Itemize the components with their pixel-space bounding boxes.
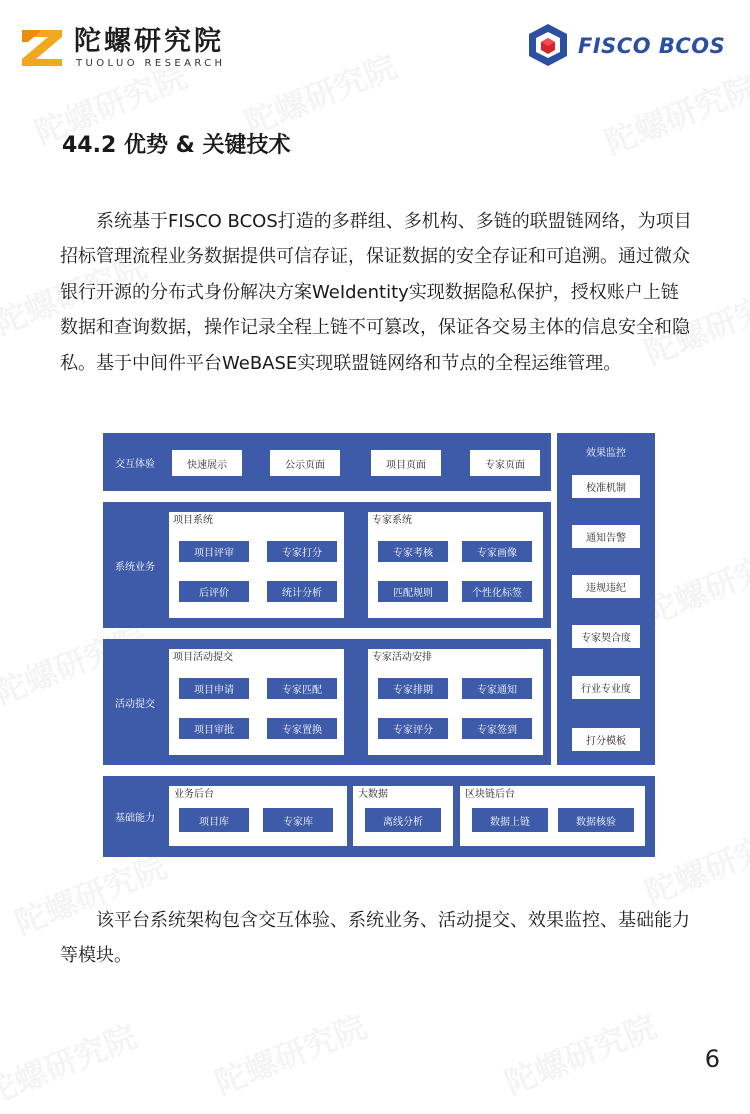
foundation-layer xyxy=(103,776,655,857)
project-activity xyxy=(169,649,344,755)
project-system xyxy=(169,512,344,618)
diagram-item: 统计分析 xyxy=(267,581,337,602)
business-layer xyxy=(103,502,551,628)
section-title: 44.2 优势 & 关键技术 xyxy=(62,133,291,158)
layer-label: 基础能力 xyxy=(115,813,155,824)
diagram-item: 项目库 xyxy=(179,808,249,832)
layer-label: 活动提交 xyxy=(115,698,155,710)
diagram-item: 项目页面 xyxy=(371,450,441,476)
diagram-item: 打分模板 xyxy=(572,728,640,751)
group-title: 业务后台 xyxy=(174,789,214,800)
fisco-bcos-logo-icon xyxy=(526,22,570,68)
diagram-item: 项目申请 xyxy=(179,678,249,699)
monitor-layer xyxy=(557,433,655,765)
big-data xyxy=(353,786,453,846)
paragraph: 系统基于FISCO BCOS打造的多群组、多机构、多链的联盟链网络，为项目招标管理流程业务数据提供可信存证，保证数据的安全存证和可追溯。通过微众银行开源的分布式身份解决方案WeIdentity实现数据隐私保护，授权账户上链数据和查询数据，操作记录全程上链不可篡改，保证各交易主体的信息安全和隐私。基于中间件平台WeBASE实现联盟链网络和节点的全程运维管理。 xyxy=(60,211,692,374)
watermark xyxy=(597,62,750,165)
diagram-item: 数据上链 xyxy=(472,808,548,832)
page-number: 6 xyxy=(704,1045,720,1073)
diagram-item: 通知告警 xyxy=(572,525,640,548)
diagram-item: 项目审批 xyxy=(179,718,249,739)
watermark xyxy=(237,42,403,145)
group-title: 大数据 xyxy=(358,789,388,800)
activity-layer xyxy=(103,639,551,765)
business-backend xyxy=(169,786,347,846)
diagram-item: 数据核验 xyxy=(558,808,634,832)
diagram-item: 专家打分 xyxy=(267,541,337,562)
layer-label: 效果监控 xyxy=(586,447,626,459)
diagram-item: 专家通知 xyxy=(462,678,532,699)
expert-activity xyxy=(368,649,543,755)
watermark xyxy=(0,1012,143,1114)
expert-system xyxy=(368,512,543,618)
partner-name: FISCO BCOS xyxy=(578,34,726,58)
diagram-item: 快速展示 xyxy=(172,450,242,476)
layer-label: 系统业务 xyxy=(115,561,155,573)
brand-logo-icon xyxy=(20,28,64,68)
diagram-item: 后评价 xyxy=(179,581,249,602)
diagram-item: 专家画像 xyxy=(462,541,532,562)
brand-subtitle: TUOLUO RESEARCH xyxy=(76,58,226,69)
group-title: 项目系统 xyxy=(173,515,213,526)
diagram-item: 专家匹配 xyxy=(267,678,337,699)
diagram-item: 项目评审 xyxy=(179,541,249,562)
diagram-item: 专家排期 xyxy=(378,678,448,699)
diagram-item: 违规违纪 xyxy=(572,575,640,598)
diagram-item: 匹配规则 xyxy=(378,581,448,602)
watermark xyxy=(207,1002,373,1105)
diagram-item: 专家置换 xyxy=(267,718,337,739)
diagram-item: 校准机制 xyxy=(572,475,640,498)
diagram-item: 专家契合度 xyxy=(572,625,640,648)
group-title: 区块链后台 xyxy=(465,789,515,800)
watermark xyxy=(497,1002,663,1105)
diagram-item: 专家签到 xyxy=(462,718,532,739)
group-title: 专家活动安排 xyxy=(372,652,432,663)
brand-name: 陀螺研究院 xyxy=(74,26,224,57)
architecture-diagram xyxy=(103,433,655,857)
diagram-item: 专家考核 xyxy=(378,541,448,562)
diagram-item: 离线分析 xyxy=(365,808,441,832)
diagram-item: 专家库 xyxy=(263,808,333,832)
diagram-item: 专家评分 xyxy=(378,718,448,739)
layer-label: 交互体验 xyxy=(115,458,155,470)
group-title: 专家系统 xyxy=(372,515,412,526)
group-title: 项目活动提交 xyxy=(173,652,233,663)
diagram-item: 专家页面 xyxy=(470,450,540,476)
paragraph: 该平台系统架构包含交互体验、系统业务、活动提交、效果监控、基础能力等模块。 xyxy=(60,910,690,967)
blockchain-backend xyxy=(460,786,645,846)
diagram-item: 公示页面 xyxy=(270,450,340,476)
diagram-item: 个性化标签 xyxy=(462,581,532,602)
diagram-item: 行业专业度 xyxy=(572,676,640,699)
interaction-layer xyxy=(103,433,551,491)
